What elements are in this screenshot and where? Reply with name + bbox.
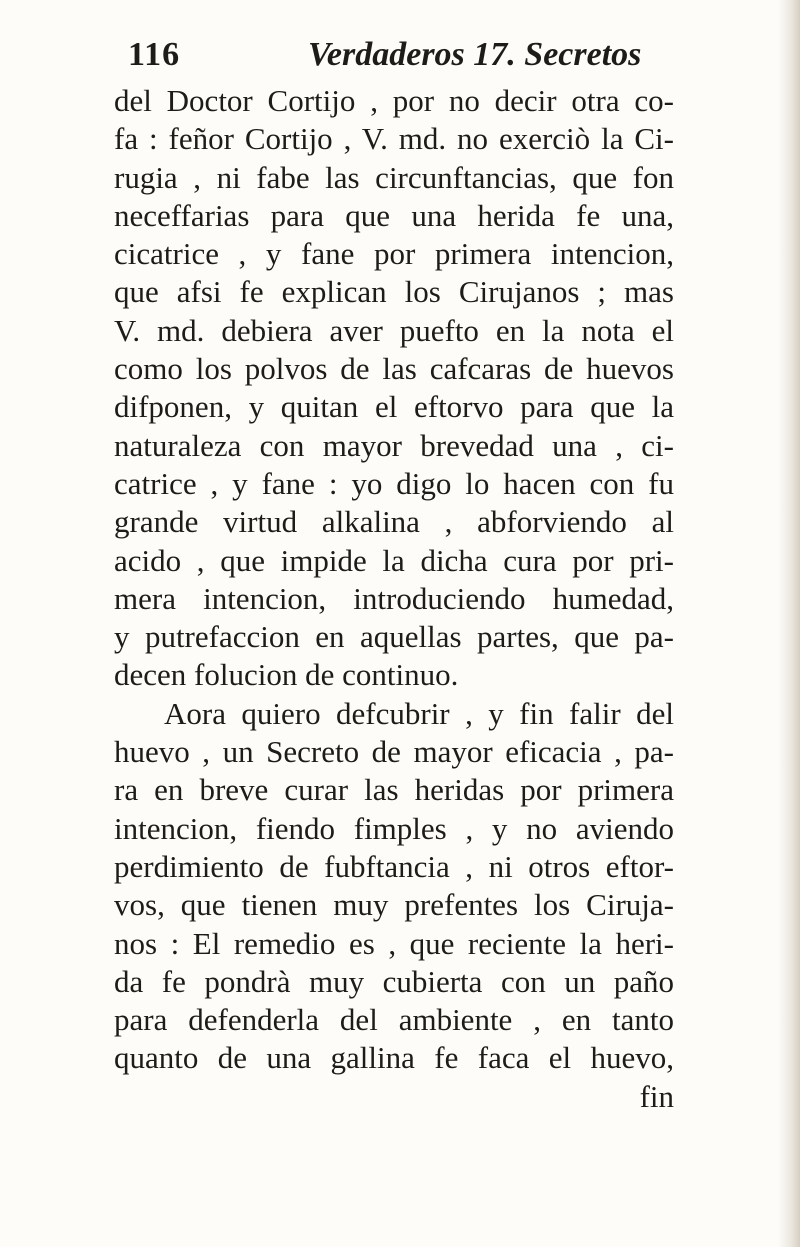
body-text [114,82,674,1116]
page-header [128,36,648,76]
text-line: naturaleza con mayor brevedad una , ci- [114,427,674,463]
catchword: fin [639,1078,674,1114]
text-line: cicatrice , y fane por primera intencion, [114,236,674,272]
page-spine-shadow [778,0,800,1247]
text-line: acido , que impide la dicha cura por pri- [114,542,674,578]
text-line: da fe pondrà muy cubierta con un paño [114,963,674,999]
text-line: como los polvos de las cafcaras de huevos [114,351,674,387]
text-line: mera intencion, introduciendo humedad, [114,580,674,616]
text-line: rugia , ni fabe las circunftancias, que fon [114,159,674,195]
text-line: para defenderla del ambiente , en tanto [114,1002,674,1038]
text-line: V. md. debiera aver puefto en la nota el [114,312,674,348]
text-line: decen folucion de continuo. [114,657,459,693]
text-line: Aora quiero defcubrir , y fin falir del [164,695,674,731]
text-line: ra en breve curar las heridas por primera [114,772,674,808]
text-line: y putrefaccion en aquellas partes, que pa- [114,619,674,655]
text-line: vos, que tienen muy prefentes los Ciruja- [114,887,674,923]
page-number: 116 [128,36,181,73]
text-line: huevo , un Secreto de mayor eficacia , pa- [114,734,674,770]
text-line: catrice , y fane : yo digo lo hacen con fu [114,465,674,501]
text-line: intencion, fiendo fimples , y no aviendo [114,810,674,846]
text-line: difponen, y quitan el eftorvo para que la [114,389,674,425]
running-title: Verdaderos 17. Secretos [308,36,642,73]
text-line: del Doctor Cortijo , por no decir otra co- [114,83,674,118]
text-line: neceffarias para que una herida fe una, [114,197,674,233]
text-line: fa : feñor Cortijo , V. md. no exerciò la Ci- [114,121,674,157]
text-line: grande virtud alkalina , abforviendo al [114,504,674,540]
text-line: que afsi fe explican los Cirujanos ; mas [114,274,674,310]
text-line: quanto de una gallina fe faca el huevo, [114,1040,674,1076]
text-line: nos : El remedio es , que reciente la heri- [114,925,674,961]
text-line: perdimiento de fubftancia , ni otros eftor- [114,848,674,884]
